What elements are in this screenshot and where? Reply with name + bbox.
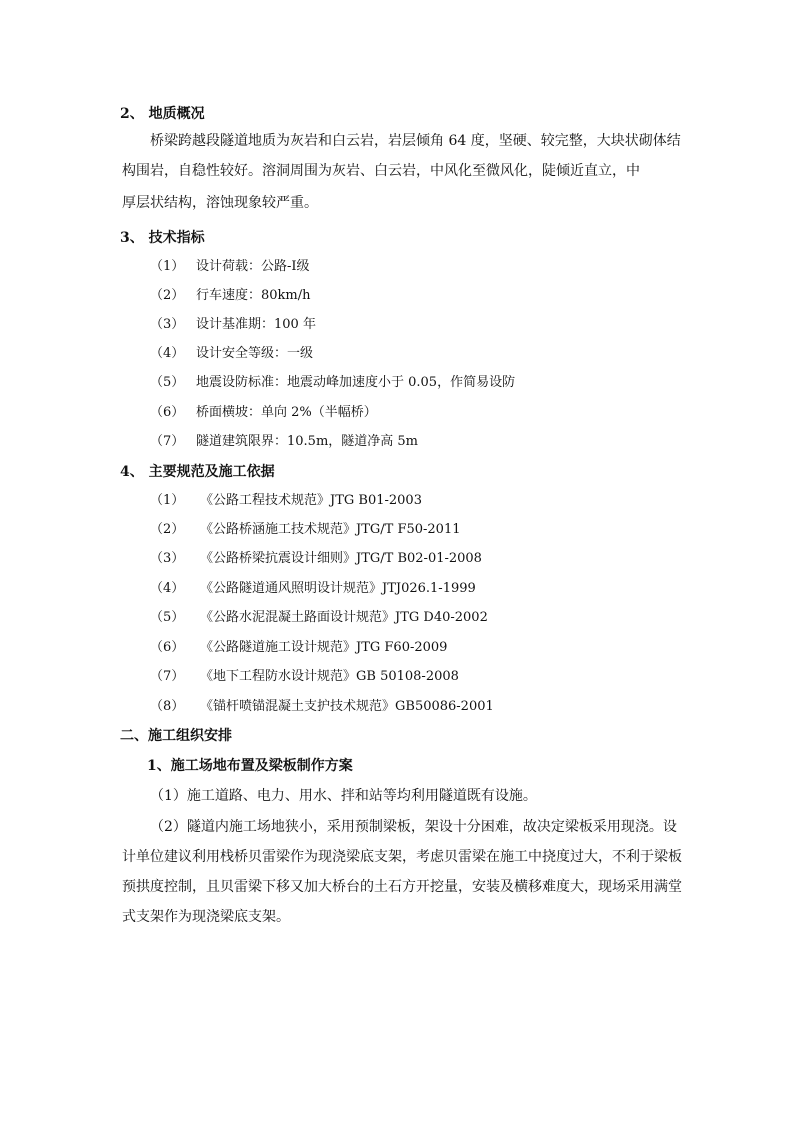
norm-item-text: 《公路水泥混凝土路面设计规范》JTG D40-2002 xyxy=(200,610,488,625)
heading-organization: 二、施工组织安排 xyxy=(120,728,232,744)
norm-item-1 xyxy=(150,491,422,511)
tech-item-num: （6） xyxy=(150,405,185,420)
norm-item-2 xyxy=(150,520,461,540)
norm-item-num: （8） xyxy=(150,699,185,714)
organization-p2-line-2: 计单位建议利用栈桥贝雷梁作为现浇梁底支架，考虑贝雷梁在施工中挠度过大，不利于梁板 xyxy=(122,849,682,865)
organization-paragraph-1: （1）施工道路、电力、用水、拌和站等均利用隧道既有设施。 xyxy=(150,788,537,804)
norm-item-num: （1） xyxy=(150,493,185,508)
norm-item-5 xyxy=(150,608,488,628)
norm-item-3 xyxy=(150,549,482,569)
tech-item-text: 地震设防标准：地震动峰加速度小于 0.05，作简易设防 xyxy=(196,375,516,390)
norm-item-text: 《公路隧道通风照明设计规范》JTJ026.1-1999 xyxy=(200,581,476,596)
tech-item-text: 行车速度：80km/h xyxy=(196,288,311,303)
tech-item-2 xyxy=(150,286,311,306)
tech-item-text: 桥面横坡：单向 2%（半幅桥） xyxy=(196,405,377,420)
tech-item-text: 隧道建筑限界：10.5m，隧道净高 5m xyxy=(196,434,419,449)
norm-item-text: 《公路隧道施工设计规范》JTG F60-2009 xyxy=(200,640,448,655)
norm-item-num: （2） xyxy=(150,522,185,537)
tech-item-text: 设计安全等级：一级 xyxy=(196,346,314,361)
tech-item-num: （1） xyxy=(150,259,185,274)
norm-item-text: 《公路工程技术规范》JTG B01-2003 xyxy=(200,493,422,508)
tech-item-text: 设计基准期：100 年 xyxy=(196,317,316,332)
tech-item-num: （2） xyxy=(150,288,185,303)
tech-item-6 xyxy=(150,403,377,423)
norm-item-text: 《地下工程防水设计规范》GB 50108-2008 xyxy=(200,669,459,684)
norm-item-6 xyxy=(150,638,447,658)
heading-tech: 3、 技术指标 xyxy=(120,230,205,246)
norm-item-num: （5） xyxy=(150,610,185,625)
tech-item-text: 设计荷载：公路-Ⅰ级 xyxy=(196,259,310,274)
tech-item-3 xyxy=(150,315,316,335)
organization-p2-line-1: （2）隧道内施工场地狭小，采用预制梁板，架设十分困难，故决定梁板采用现浇。设 xyxy=(150,819,677,835)
subheading-site-layout: 1、施工场地布置及梁板制作方案 xyxy=(147,758,353,774)
tech-item-num: （7） xyxy=(150,434,185,449)
tech-item-5 xyxy=(150,373,515,393)
norm-item-num: （4） xyxy=(150,581,185,596)
norm-item-8 xyxy=(150,697,494,717)
norm-item-text: 《公路桥梁抗震设计细则》JTG/T B02-01-2008 xyxy=(200,551,482,566)
organization-p2-line-3: 预拱度控制，且贝雷梁下移又加大桥台的土石方开挖量，安装及横移难度大，现场采用满堂 xyxy=(122,879,682,895)
heading-norms: 4、 主要规范及施工依据 xyxy=(120,464,275,480)
norm-item-7 xyxy=(150,667,459,687)
norm-item-num: （3） xyxy=(150,551,185,566)
tech-item-4 xyxy=(150,344,313,364)
geology-line-3: 厚层状结构，溶蚀现象较严重。 xyxy=(122,195,318,211)
organization-p2-line-4: 式支架作为现浇梁底支架。 xyxy=(122,909,290,925)
tech-item-1 xyxy=(150,257,310,277)
norm-item-4 xyxy=(150,579,476,599)
geology-line-1: 桥梁跨越段隧道地质为灰岩和白云岩，岩层倾角 64 度，坚硬、较完整，大块状砌体结 xyxy=(150,133,681,149)
tech-item-num: （5） xyxy=(150,375,185,390)
norm-item-text: 《锚杆喷锚混凝土支护技术规范》GB50086-2001 xyxy=(200,699,494,714)
tech-item-num: （3） xyxy=(150,317,185,332)
geology-line-2: 构围岩，自稳性较好。溶洞周围为灰岩、白云岩，中风化至微风化，陡倾近直立，中 xyxy=(122,163,640,179)
tech-item-7 xyxy=(150,432,418,452)
tech-item-num: （4） xyxy=(150,346,185,361)
heading-geology: 2、 地质概况 xyxy=(120,106,205,122)
norm-item-num: （6） xyxy=(150,640,185,655)
norm-item-text: 《公路桥涵施工技术规范》JTG/T F50-2011 xyxy=(200,522,461,537)
norm-item-num: （7） xyxy=(150,669,185,684)
